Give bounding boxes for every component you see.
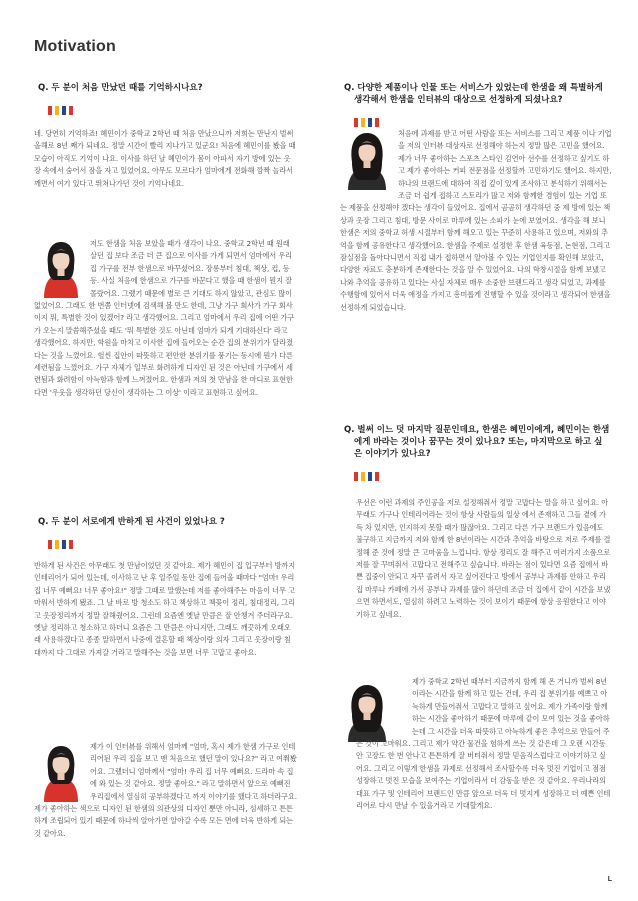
answer-1-interviewee: 저도 한샘을 처음 보았을 때가 생각이 나요. 중학교 2학년 때 원래 살던 집 보다 조금 더 큰 집으로 이사를 가게 되면서 엄마에서 우리 집 가구를 전부 한샘으로 바꾸셨어요. 장롱부터 침대, 책상, 컵, 등등. 사실 처음에 한샘으로 가구를 바꾼다고 했을 때 한샘이 뭔지 잘 몰랐어요. 그랬기 때문에 별로 큰 기대도 하지 않았고, 관심도 많이 없었어요. 그래도 한 번쯤 인터넷에 검색해 볼 만도 한데, 그냥 가구 회사가 가구 회사이지 뭐, 특별한 것이 있겠어? 라고 생각했어요. 그리고 엄마에서 우리 집에 어떤 가구가 오는지 말씀해주셨을 때도 '뭐 특별한 것도 아닌데 엄마가 되게 기대하신다' 라고 생각했어요. 하지만, 학원을 마치고 이사한 집에 들어오는 순간 집의 분위기가 달라졌다는 것을 느꼈어요. 헐씬 집안이 따뜻하고 편안한 분위기를 풍기는 동시에 뭔가 다른 세련됨을 느꼈어요. 가구 자체가 일부로 화려하게 디자인 된 것은 아닌데 가구에서 세련됨과 화려함이 아늑함과 함께 느껴졌어요. 한샘과 저의 첫 만남을 한 마디로 표현한다면 '우웃을 생각하던 당신이 생각하는 그 이상' 이라고 표현하고 싶어요. (34, 239, 295, 397)
flag-divider (354, 472, 610, 481)
answer-2-interviewee: 제가 이 인터뷰를 위해서 엄마께 "엄마, 혹시 제가 한샘 가구로 인테리어된 우리 집을 보고 맨 처음으로 했던 말이 있나요?" 라고 여쭤봤어요. 그랬더니 엄마께서 "엄마! 우리 집 너무 예뻐요. 드라마 속 집에 와 있는 것 같아요. 정말 좋아요." 라고 말하면서 앞으로 예뻐진 우리집에서 열심히 공부하겠다고 까지 이야기를 했다고 하더라구요. 제가 좋아하는 색으로 디자인 된 한샘의 의관상의 디자인 뿐만 아니라, 섬세하고 튼튼하게 조립되어 있기 때문에 하나씩 알아가면 알아갈 수록 모든 면에 더욱 반하게 되는 것 같아요. (34, 742, 297, 838)
question-4: Q. 벌써 이느 덧 마지막 질문인데요, 한샘은 혜민이에게, 혜민이는 한샘에게 바라는 것이나 꿈꾸는 것이 있나요? 또는, 마지막으로 하고 싶은 이야기가 있나요? (344, 425, 610, 459)
answer-1-interviewer: 네. 당연히 기억하죠! 혜민이가 중학교 2학년 때 처음 만났으니까 저희는 만난지 벌써 올해로 8년 째가 되네요. 정말 시간이 빨리 지나가고 있군요! 처음에 혜민이를 봤을 때 모습이 아직도 기억이 나요. 이사를 하던 날 혜민이가 몸이 아파서 자기 방에 있는 옷장 속에서 숨어서 잠을 자고 있었어요. 아무도 모르다가 엄마에게 전화해 깜짝 놀라서 깨면서 여기 있다고 뛰쳐나가던 것이 기억나네요. (34, 129, 296, 188)
answer-3: 처음에 과제를 받고 어떤 사람을 또는 서비스를 그리고 제품 이나 기업을 저의 인터뷰 대상자로 선정해야 하는지 정말 많은 고민을 했어요. 제가 너무 좋아하는 스포츠 스타인 김연아 선수를 선정하고 싶기도 하고 제가 좋아하는 커피 전문점을 선정할까 고민하기도 했어요. 하지만, 하나의 브랜드에 대하여 직접 깊이 있게 조사하고 분석하기 위해서는 조금 더 쉽게 접하고 스토리가 많고 저와 함께한 경험이 있는 기업 또는 제품을 선정해야 겠다는 생각이 들었어요. 집에서 곰곰히 생각하던 중 제 방에 있는 책상과 옷장 그리고 침대, 방문 사이로 마루에 있는 소파가 눈에 보였어요. 생각을 해 보니 한샘은 저의 중학교 허생 시절부터 함께 해오고 있는 꾸준히 사용하고 있으며, 저와의 추억을 함께 공유한다고 생각했어요. 한샘을 주제로 설정한 후 한샘 육동점, 논현점, 그리고 잠실점을 돌아다니면서 직접 내가 접하면서 알아볼 수 있는 기업인지를 확인해 보았고, 다양한 자료도 충분하게 존재한다는 것을 알 수 있었어요. 나의 학창시절을 함께 보냈고 나와 추억을 공유하고 있다는 사실 자체로 매우 소중한 브랜드라고 생각 되었고, 과제를 수행함에 있어서 더욱 애정을 가지고 흥미롭게 진행할 수 있을 것이라고 생각되어 한샘을 선정하게 되었습니다. (340, 129, 612, 312)
flag-divider (48, 540, 302, 549)
question-2-block (34, 516, 302, 559)
flag-divider (354, 118, 610, 127)
answer-2-interviewer: 반하게 된 사건은 아무래도 첫 만남이었던 것 같아요. 제가 혜민이 집 입구부터 방까지 인테리어가 되어 있는데, 이사하고 난 후 일주일 동안 집에 들어올 때마다 "엄마! 우리 집 너무 예뻐요! 너무 좋아요!" 정말 그때로 말했는데 저를 좋아해주는 마음이 너무 고마워서 반하게 됐죠. 그 날 바로 방 청소도 하고 책상하고 책꽂이 정리, 침대정리, 그리고 옷장정리까지 정말 잘해줬어요. 그런데 요즘엔 옛날 만큼은 잘 안챙겨 주더라구요. 옛날 정리하고 청소하고 하더니 요즘은 그 만큼은 아니지만, 그래도 깨끗하게 오래오래 사용하겠다고 종종 말하면서 나중에 결혼할 때 책상이랑 의자 그리고 옷장이랑 침대까지 다 그대로 가져갈 거라고 말해주는 것을 보면 너무 고맙고 좋아요. (34, 561, 296, 657)
page-title: Motivation (34, 38, 116, 55)
question-4-block (340, 424, 610, 491)
flag-divider (48, 106, 302, 115)
answer-4-interviewee: 제가 중학교 2학년 때부터 지금까지 함께 해 온 거니까 벌써 8년이라는 시간을 함께 하고 있는 건데, 우리 집 분위기를 예쁘고 아늑하게 만들어줘서 고맙다고 말하고 싶어요. 제가 가족이랑 함께하는 시간을 좋아하기 때문에 마루에 같이 모여 있는 것을 좋아하는데 그 시간을 더욱 따뜻하고 아늑하게 좋은 추억으로 만들어 주는 것이 고마워요. 그리고 제가 약간 물건을 험하게 쓰는 것 같은데 그 오랜 시간동안 고장도 한 번 안나고 튼튼하게 잘 버텨줘서 정말 믿음직스럽다고 이야기하고 싶어요. 그리고 이렇게 한샘을 과제로 선정해서 조사할수록 더욱 멋진 기업이고 점점 성장하고 멋진 모습을 보여주는 기업이라서 더 감동을 받은 것 같아요. 우리나라의 대표 가구 및 인테리어 브랜드인 만큼 앞으로 더욱 더 멋지게 성장하고 더 예쁜 인테리어로 다시 만날 수 있을거라고 기대할게요. (356, 677, 611, 811)
left-column (34, 82, 302, 125)
page-number: L (607, 876, 612, 883)
answer-4-interviewer: 우선은 이런 과제의 주인공을 저로 설정해줘서 정말 고맙다는 말을 하고 싶어요. 아무래도 가구나 인테리어라는 것이 항상 사람들의 일상 에서 존재하고 그들 곁에 가득 차 있지만, 인지하지 못할 때가 많잖아요. 그리고 다른 가구 브랜드가 있음에도 불구하고 지금까지 저와 함께 한 8년이라는 시간과 추억을 바탕으로 저로 주제를 결정해 준 것에 정말 큰 고마움을 느낍니다. 항상 정리도 잘 해주고 여러가지 소품으로 저를 잘 꾸며줘서 고맙다고 전해주고 싶습니다. 바라는 점이 있다면 요즘 집에서 바쁜 집중이 안되고 자꾸 졸려서 자고 싶어진다고 방에서 공부나 과제를 안하고 우리집 마루나 카페에 가서 공부나 과제를 많이 하던데 조금 더 집에서 같이 시간을 보냈으면 하면서도, 열심히 하려고 노력하는 것이 보이기 때문에 항상 응원한다고 이야기하고 싶네요. (356, 498, 611, 619)
question-1: Q. 두 분이 처음 만났던 때를 기억하시나요? (38, 83, 203, 93)
question-3: Q. 다양한 제품이나 인물 또는 서비스가 있었는데 한샘을 왜 특별하게 생각해서 한샘을 인터뷰의 대상으로 선정하게 되셨나요? (344, 83, 603, 105)
question-2: Q. 두 분이 서로에게 반하게 된 사건이 있었나요 ? (38, 517, 225, 527)
